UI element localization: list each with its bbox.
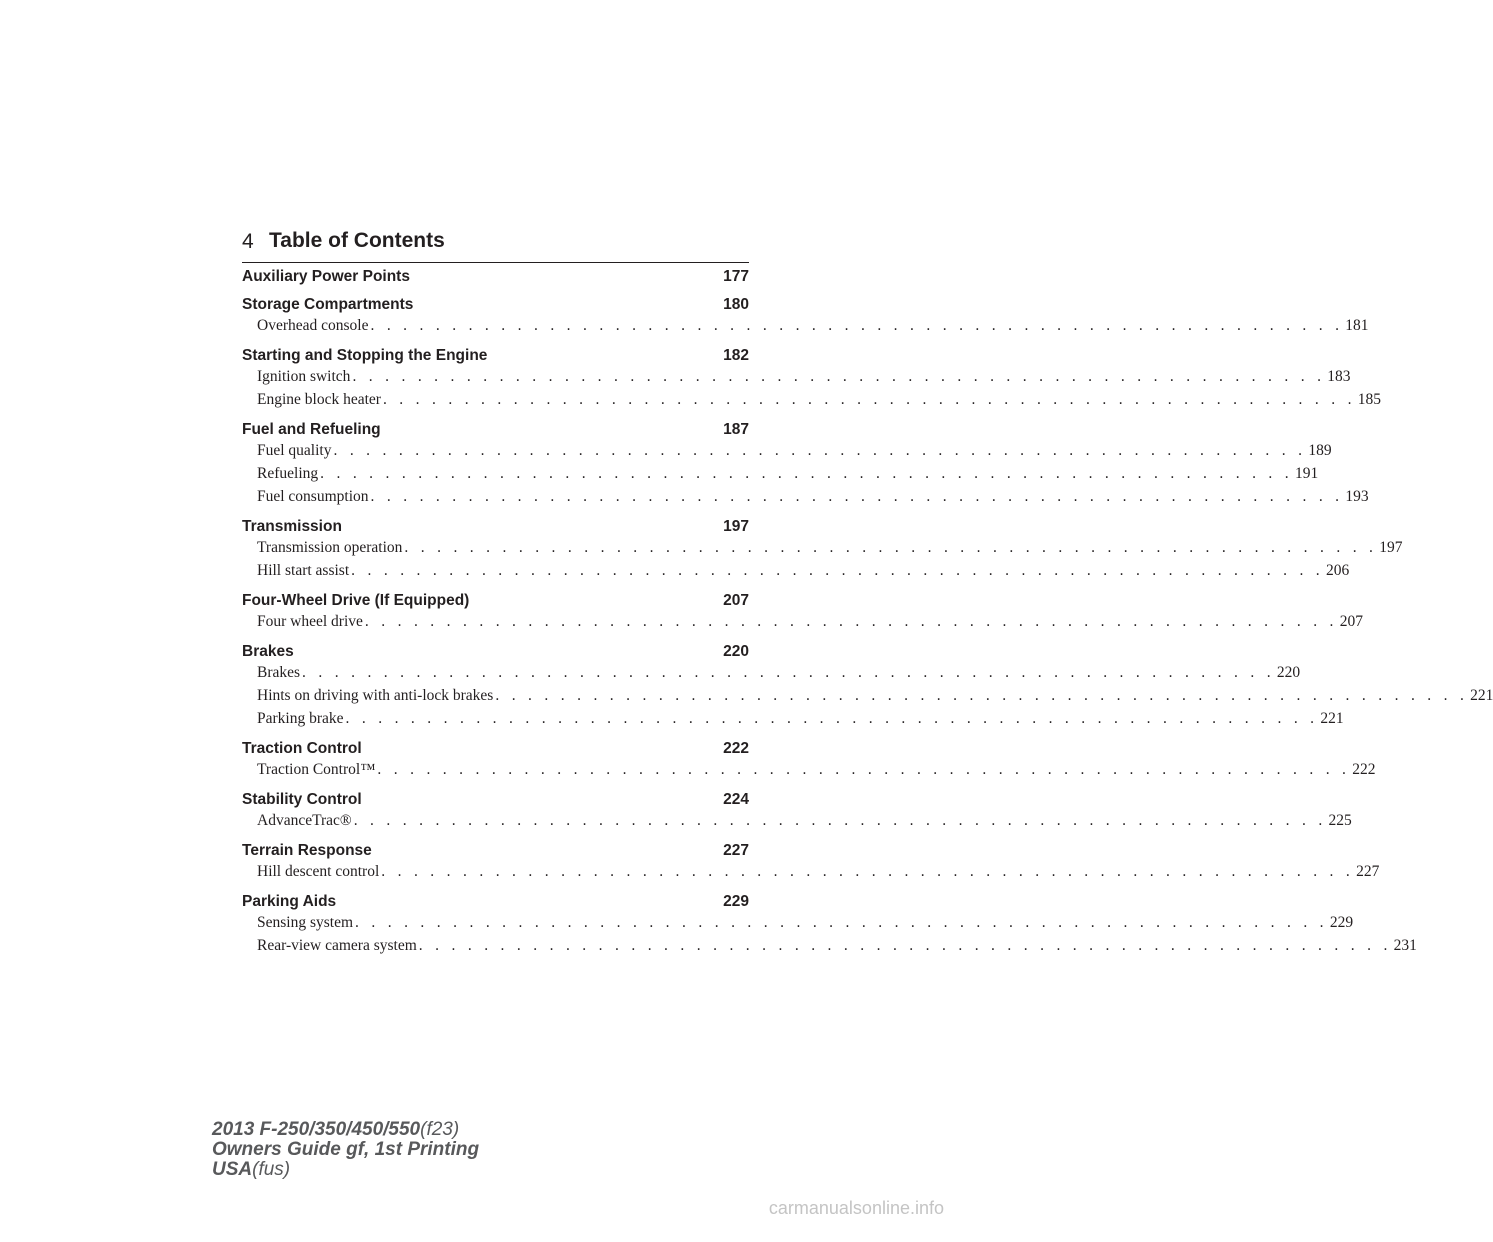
- table-of-contents: [242, 264, 1493, 963]
- toc-entry-list: [242, 368, 1382, 414]
- dot-leader: . . . . . . . . . . . . . . . . . . . . . . . . . . . . . . . . . . . . . . . . . . . . . . . . . . . . . . . . . . . .: [377, 761, 1351, 778]
- toc-entry-page: 222: [1352, 761, 1376, 778]
- toc-section-title: Terrain Response: [242, 841, 372, 859]
- toc-entry[interactable]: [242, 317, 1369, 340]
- toc-entry-list: [242, 863, 1380, 886]
- dot-leader: . . . . . . . . . . . . . . . . . . . . . . . . . . . . . . . . . . . . . . . . . . . . . . . . . . . . . . . . . . . .: [381, 863, 1355, 880]
- toc-entry-label: Parking brake: [257, 710, 344, 727]
- toc-section-heading[interactable]: [242, 292, 749, 317]
- footer-model-code: (f23): [420, 1119, 460, 1140]
- toc-entry-page: 197: [1379, 539, 1403, 556]
- toc-section-title: Stability Control: [242, 790, 362, 808]
- toc-section-title: Parking Aids: [242, 892, 337, 910]
- dot-leader: . . . . . . . . . . . . . . . . . . . . . . . . . . . . . . . . . . . . . . . . . . . . . . . . . . . . . . . . . . . .: [370, 488, 1344, 505]
- toc-entry-page: 225: [1328, 812, 1352, 829]
- toc-section: [242, 588, 1363, 636]
- toc-section-page: 180: [723, 295, 749, 313]
- toc-entry[interactable]: [242, 488, 1369, 511]
- toc-entry-label: Refueling: [257, 465, 319, 482]
- toc-entry-label: Engine block heater: [257, 391, 381, 408]
- toc-section: [242, 417, 1369, 511]
- toc-entry-page: 206: [1325, 562, 1350, 579]
- toc-entry-label: Hill descent control: [257, 863, 380, 880]
- dot-leader: . . . . . . . . . . . . . . . . . . . . . . . . . . . . . . . . . . . . . . . . . . . . . . . . . . . . . . . . . . . .: [495, 687, 1469, 704]
- toc-section-title: Starting and Stopping the Engine: [242, 346, 488, 364]
- toc-entry[interactable]: [242, 465, 1319, 488]
- page-number: 4: [242, 230, 254, 253]
- toc-entry-page: 191: [1294, 465, 1319, 482]
- toc-section-page: 229: [723, 892, 749, 910]
- toc-entry[interactable]: [242, 812, 1352, 835]
- toc-entry-label: AdvanceTrac®: [257, 812, 352, 829]
- toc-entry-page: 221: [1320, 710, 1344, 727]
- toc-section-heading[interactable]: [242, 838, 749, 863]
- toc-section-page: 222: [723, 739, 749, 757]
- toc-section-page: 207: [723, 591, 749, 609]
- dot-leader: . . . . . . . . . . . . . . . . . . . . . . . . . . . . . . . . . . . . . . . . . . . . . . . . . . . . . . . . . . . .: [364, 613, 1338, 630]
- toc-entry-label: Rear-view camera system: [257, 937, 417, 954]
- toc-section-heading[interactable]: [242, 417, 749, 442]
- footer-model: 2013 F-250/350/450/550: [212, 1119, 421, 1140]
- toc-entry[interactable]: [242, 863, 1380, 886]
- toc-section-title: Storage Compartments: [242, 295, 414, 313]
- dot-leader: . . . . . . . . . . . . . . . . . . . . . . . . . . . . . . . . . . . . . . . . . . . . . . . . . . . . . . . . . . . .: [333, 442, 1307, 459]
- toc-entry-label: Four wheel drive: [257, 613, 363, 630]
- toc-entry-page: 181: [1345, 317, 1369, 334]
- toc-section: [242, 514, 1403, 585]
- toc-section-title: Brakes: [242, 642, 294, 660]
- toc-entry[interactable]: [242, 562, 1350, 585]
- toc-section-heading[interactable]: [242, 639, 749, 664]
- toc-entry[interactable]: [242, 687, 1493, 710]
- toc-entry[interactable]: [242, 914, 1354, 937]
- toc-entry[interactable]: [242, 391, 1382, 414]
- dot-leader: . . . . . . . . . . . . . . . . . . . . . . . . . . . . . . . . . . . . . . . . . . . . . . . . . . . . . . . . . . . .: [370, 317, 1344, 334]
- toc-section: [242, 736, 1376, 784]
- toc-section-page: 227: [723, 841, 749, 859]
- toc-entry-label: Fuel consumption: [257, 488, 369, 505]
- toc-entry-list: [242, 914, 1417, 960]
- toc-section-page: 220: [723, 642, 749, 660]
- toc-section-title: Fuel and Refueling: [242, 420, 381, 438]
- toc-entry-page: 193: [1345, 488, 1369, 505]
- watermark: carmanualsonline.info: [768, 1198, 944, 1218]
- toc-entry[interactable]: [242, 539, 1403, 562]
- toc-section: [242, 787, 1352, 835]
- dot-leader: . . . . . . . . . . . . . . . . . . . . . . . . . . . . . . . . . . . . . . . . . . . . . . . . . . . . . . . . . . . .: [351, 562, 1324, 579]
- toc-section-heading[interactable]: [242, 889, 749, 914]
- dot-leader: . . . . . . . . . . . . . . . . . . . . . . . . . . . . . . . . . . . . . . . . . . . . . . . . . . . . . . . . . . . .: [352, 368, 1326, 385]
- dot-leader: . . . . . . . . . . . . . . . . . . . . . . . . . . . . . . . . . . . . . . . . . . . . . . . . . . . . . . . . . . . .: [302, 664, 1275, 681]
- toc-entry-page: 207: [1339, 613, 1363, 630]
- toc-section: [242, 639, 1493, 733]
- toc-entry-page: 229: [1329, 914, 1354, 931]
- toc-entry-label: Traction Control™: [257, 761, 376, 778]
- toc-section-heading[interactable]: [242, 588, 749, 613]
- footer: [212, 1120, 479, 1180]
- footer-market: USA: [212, 1159, 253, 1180]
- dot-leader: . . . . . . . . . . . . . . . . . . . . . . . . . . . . . . . . . . . . . . . . . . . . . . . . . . . . . . . . . . . .: [382, 391, 1356, 408]
- page-title: Table of Contents: [269, 229, 445, 252]
- toc-section-title: Transmission: [242, 517, 342, 535]
- toc-section-heading[interactable]: [242, 264, 749, 289]
- toc-entry-label: Hill start assist: [257, 562, 350, 579]
- toc-entry[interactable]: [242, 613, 1363, 636]
- dot-leader: . . . . . . . . . . . . . . . . . . . . . . . . . . . . . . . . . . . . . . . . . . . . . . . . . . . . . . . . . . . .: [345, 710, 1319, 727]
- toc-section-page: 224: [723, 790, 749, 808]
- toc-section-title: Traction Control: [242, 739, 362, 757]
- toc-section-page: 187: [723, 420, 749, 438]
- footer-market-code: (fus): [252, 1159, 291, 1180]
- toc-section-heading[interactable]: [242, 787, 749, 812]
- toc-section-title: Auxiliary Power Points: [242, 267, 410, 285]
- dot-leader: . . . . . . . . . . . . . . . . . . . . . . . . . . . . . . . . . . . . . . . . . . . . . . . . . . . . . . . . . . . .: [320, 465, 1293, 482]
- toc-entry-label: Sensing system: [257, 914, 354, 931]
- toc-entry-list: [242, 664, 1493, 733]
- toc-entry-page: 220: [1276, 664, 1301, 681]
- toc-entry-page: 189: [1308, 442, 1332, 459]
- dot-leader: . . . . . . . . . . . . . . . . . . . . . . . . . . . . . . . . . . . . . . . . . . . . . . . . . . . . . . . . . . . .: [353, 812, 1327, 829]
- toc-section: [242, 889, 1417, 960]
- toc-section-heading[interactable]: [242, 343, 749, 368]
- toc-entry-label: Fuel quality: [257, 442, 332, 459]
- toc-entry-page: 227: [1356, 863, 1380, 880]
- toc-section-page: 177: [723, 267, 749, 285]
- dot-leader: . . . . . . . . . . . . . . . . . . . . . . . . . . . . . . . . . . . . . . . . . . . . . . . . . . . . . . . . . . . .: [418, 937, 1392, 954]
- toc-section-heading[interactable]: [242, 514, 749, 539]
- toc-section: [242, 264, 749, 289]
- toc-entry-label: Hints on driving with anti-lock brakes: [257, 687, 494, 704]
- footer-line-1: [212, 1120, 479, 1140]
- toc-entry-list: [242, 761, 1376, 784]
- toc-entry[interactable]: [242, 761, 1376, 784]
- toc-section: [242, 838, 1380, 886]
- toc-entry-label: Overhead console: [257, 317, 369, 334]
- toc-entry-label: Ignition switch: [257, 368, 351, 385]
- toc-entry-list: [242, 539, 1403, 585]
- footer-line-2: Owners Guide gf, 1st Printing: [212, 1139, 480, 1160]
- toc-entry[interactable]: [242, 937, 1417, 960]
- toc-entry[interactable]: [242, 710, 1344, 733]
- toc-entry-label: Brakes: [257, 664, 301, 681]
- toc-section-page: 197: [723, 517, 749, 535]
- toc-entry-page: 183: [1327, 368, 1351, 385]
- toc-entry-label: Transmission operation: [257, 539, 403, 556]
- toc-entry-list: [242, 317, 1369, 340]
- dot-leader: . . . . . . . . . . . . . . . . . . . . . . . . . . . . . . . . . . . . . . . . . . . . . . . . . . . . . . . . . . . .: [404, 539, 1378, 556]
- toc-entry-list: [242, 613, 1363, 636]
- toc-entry[interactable]: [242, 664, 1301, 687]
- footer-line-3: [212, 1160, 479, 1180]
- toc-section: [242, 343, 1382, 414]
- toc-section-heading[interactable]: [242, 736, 749, 761]
- toc-section-title: Four-Wheel Drive (If Equipped): [242, 591, 470, 609]
- toc-entry[interactable]: [242, 442, 1332, 465]
- toc-entry-page: 221: [1470, 687, 1493, 704]
- toc-entry-page: 231: [1393, 937, 1417, 954]
- dot-leader: . . . . . . . . . . . . . . . . . . . . . . . . . . . . . . . . . . . . . . . . . . . . . . . . . . . . . . . . . . . .: [355, 914, 1328, 931]
- toc-entry[interactable]: [242, 368, 1351, 391]
- toc-entry-list: [242, 812, 1352, 835]
- toc-section-page: 182: [723, 346, 749, 364]
- toc-entry-page: 185: [1357, 391, 1382, 408]
- toc-entry-list: [242, 442, 1369, 511]
- page-header: [242, 228, 749, 263]
- toc-section: [242, 292, 1369, 340]
